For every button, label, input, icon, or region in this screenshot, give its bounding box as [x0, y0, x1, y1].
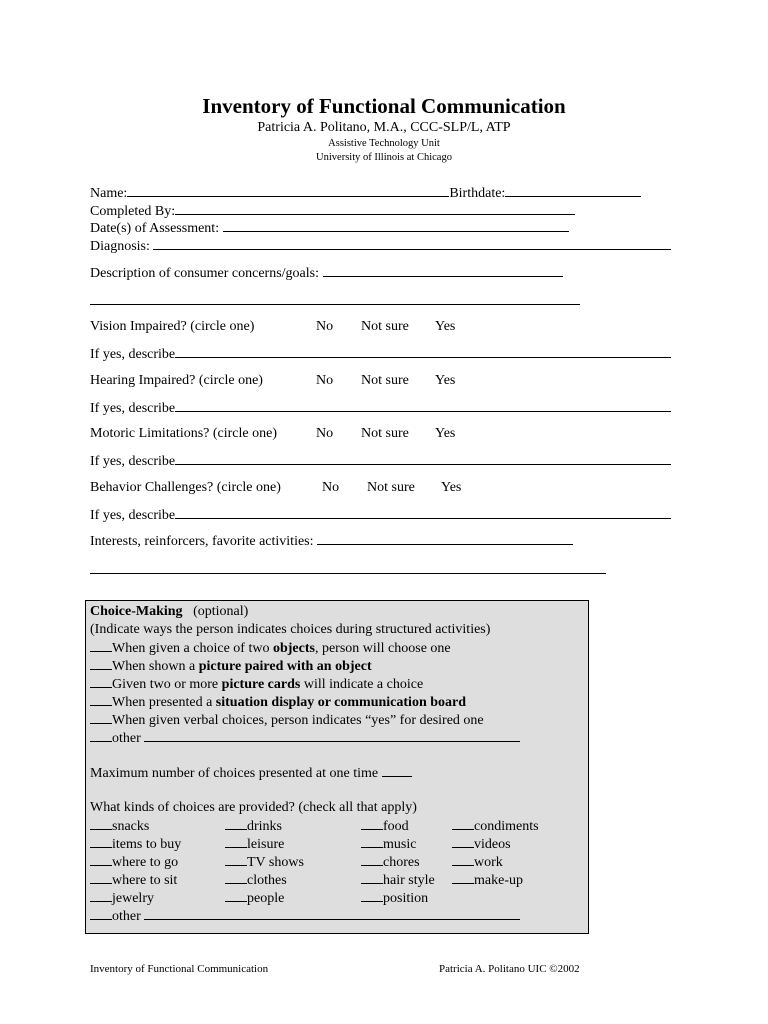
author-line: Patricia A. Politano, M.A., CCC-SLP/L, ATP [257, 120, 511, 135]
kind-option[interactable]: music [361, 835, 416, 853]
university-line: University of Illinois at Chicago [316, 152, 452, 163]
kinds-other-field[interactable] [144, 907, 520, 920]
kinds-other-row: other [90, 907, 520, 925]
choice-intro: (Indicate ways the person indicates choices during structured activities) [90, 622, 491, 637]
name-row [90, 184, 641, 202]
footer-right: Patricia A. Politano UIC ©2002 [439, 963, 580, 975]
motoric-label: Motoric Limitations? (circle one) [90, 426, 277, 441]
choice-item: When presented a situation display or communication board [90, 693, 466, 711]
behavior-describe-field[interactable] [175, 506, 671, 519]
choice-item: When shown a picture paired with an object [90, 657, 372, 675]
form-title: Inventory of Functional Communication [202, 94, 566, 118]
concerns-line-2[interactable] [90, 304, 580, 305]
dates-field[interactable] [223, 219, 569, 232]
kind-option[interactable]: clothes [225, 871, 287, 889]
kind-option[interactable]: food [361, 817, 409, 835]
max-choices-field[interactable] [382, 764, 412, 777]
choice-heading: Choice-Making [90, 604, 183, 619]
kind-option[interactable]: where to sit [90, 871, 177, 889]
hearing-not-sure[interactable]: Not sure [361, 373, 409, 388]
completed-by-field[interactable] [175, 202, 575, 215]
kind-option[interactable]: leisure [225, 835, 284, 853]
kind-option[interactable]: videos [452, 835, 511, 853]
choice-item: When given verbal choices, person indicates “yes” for desired one [90, 711, 484, 729]
concerns-row [90, 264, 563, 282]
vision-yes[interactable]: Yes [435, 319, 456, 334]
kind-option[interactable]: hair style [361, 871, 435, 889]
choice-checkbox[interactable] [90, 693, 112, 706]
kind-option[interactable]: drinks [225, 817, 282, 835]
dates-row [90, 219, 569, 237]
kind-option[interactable]: items to buy [90, 835, 181, 853]
behavior-yes[interactable]: Yes [441, 480, 462, 495]
motoric-not-sure[interactable]: Not sure [361, 426, 409, 441]
hearing-describe-field[interactable] [175, 399, 671, 412]
completed-by-label: Completed By: [90, 204, 176, 219]
interests-row [90, 532, 573, 550]
interests-line-2[interactable] [90, 573, 606, 574]
hearing-no[interactable]: No [316, 373, 334, 388]
choice-checkbox[interactable] [90, 675, 112, 688]
choice-other-field[interactable] [144, 729, 520, 742]
motoric-describe-label: If yes, describe [90, 454, 176, 469]
behavior-label: Behavior Challenges? (circle one) [90, 480, 281, 495]
choice-optional: (optional) [193, 604, 249, 619]
kind-option[interactable]: chores [361, 853, 420, 871]
choice-other-row: other [90, 729, 520, 747]
kind-option[interactable]: jewelry [90, 889, 154, 907]
choice-heading-row [90, 603, 248, 620]
kind-option[interactable]: work [452, 853, 503, 871]
behavior-describe-label: If yes, describe [90, 508, 176, 523]
dates-label: Date(s) of Assessment: [90, 221, 220, 236]
birthdate-field[interactable] [505, 184, 641, 197]
vision-describe-row [90, 345, 671, 363]
name-label: Name: [90, 186, 128, 201]
choice-checkbox[interactable] [90, 657, 112, 670]
choice-checkbox[interactable] [90, 907, 112, 920]
concerns-field[interactable] [323, 264, 563, 277]
vision-describe-label: If yes, describe [90, 347, 176, 362]
choice-checkbox[interactable] [90, 639, 112, 652]
vision-no[interactable]: No [316, 319, 334, 334]
hearing-describe-row [90, 399, 671, 417]
kind-option[interactable]: where to go [90, 853, 178, 871]
birthdate-label: Birthdate: [449, 186, 506, 201]
interests-label: Interests, reinforcers, favorite activities: [90, 534, 314, 549]
kind-option[interactable]: condiments [452, 817, 539, 835]
vision-not-sure[interactable]: Not sure [361, 319, 409, 334]
choice-making-box [85, 600, 589, 934]
motoric-no[interactable]: No [316, 426, 334, 441]
kind-option[interactable]: TV shows [225, 853, 304, 871]
completed-by-row [90, 202, 575, 220]
diagnosis-label: Diagnosis: [90, 239, 150, 254]
hearing-yes[interactable]: Yes [435, 373, 456, 388]
kind-option[interactable]: position [361, 889, 428, 907]
vision-describe-field[interactable] [175, 345, 671, 358]
motoric-describe-field[interactable] [175, 452, 671, 465]
behavior-not-sure[interactable]: Not sure [367, 480, 415, 495]
diagnosis-field[interactable] [153, 237, 671, 250]
concerns-label: Description of consumer concerns/goals: [90, 266, 319, 281]
hearing-describe-label: If yes, describe [90, 401, 176, 416]
name-field[interactable] [127, 184, 449, 197]
kind-option[interactable]: snacks [90, 817, 149, 835]
unit-line: Assistive Technology Unit [328, 138, 440, 149]
choice-item: When given a choice of two objects, person will choose one [90, 639, 451, 657]
behavior-describe-row [90, 506, 671, 524]
kinds-question: What kinds of choices are provided? (check all that apply) [90, 800, 417, 815]
footer-left: Inventory of Functional Communication [90, 963, 269, 975]
interests-field[interactable] [317, 532, 573, 545]
kind-option[interactable]: make-up [452, 871, 523, 889]
kind-option[interactable]: people [225, 889, 284, 907]
motoric-describe-row [90, 452, 671, 470]
choice-item: Given two or more picture cards will indicate a choice [90, 675, 423, 693]
max-choices-row: Maximum number of choices presented at one time [90, 764, 412, 782]
diagnosis-row [90, 237, 671, 255]
motoric-yes[interactable]: Yes [435, 426, 456, 441]
vision-label: Vision Impaired? (circle one) [90, 319, 255, 334]
hearing-label: Hearing Impaired? (circle one) [90, 373, 263, 388]
choice-checkbox[interactable] [90, 729, 112, 742]
behavior-no[interactable]: No [322, 480, 340, 495]
choice-checkbox[interactable] [90, 711, 112, 724]
